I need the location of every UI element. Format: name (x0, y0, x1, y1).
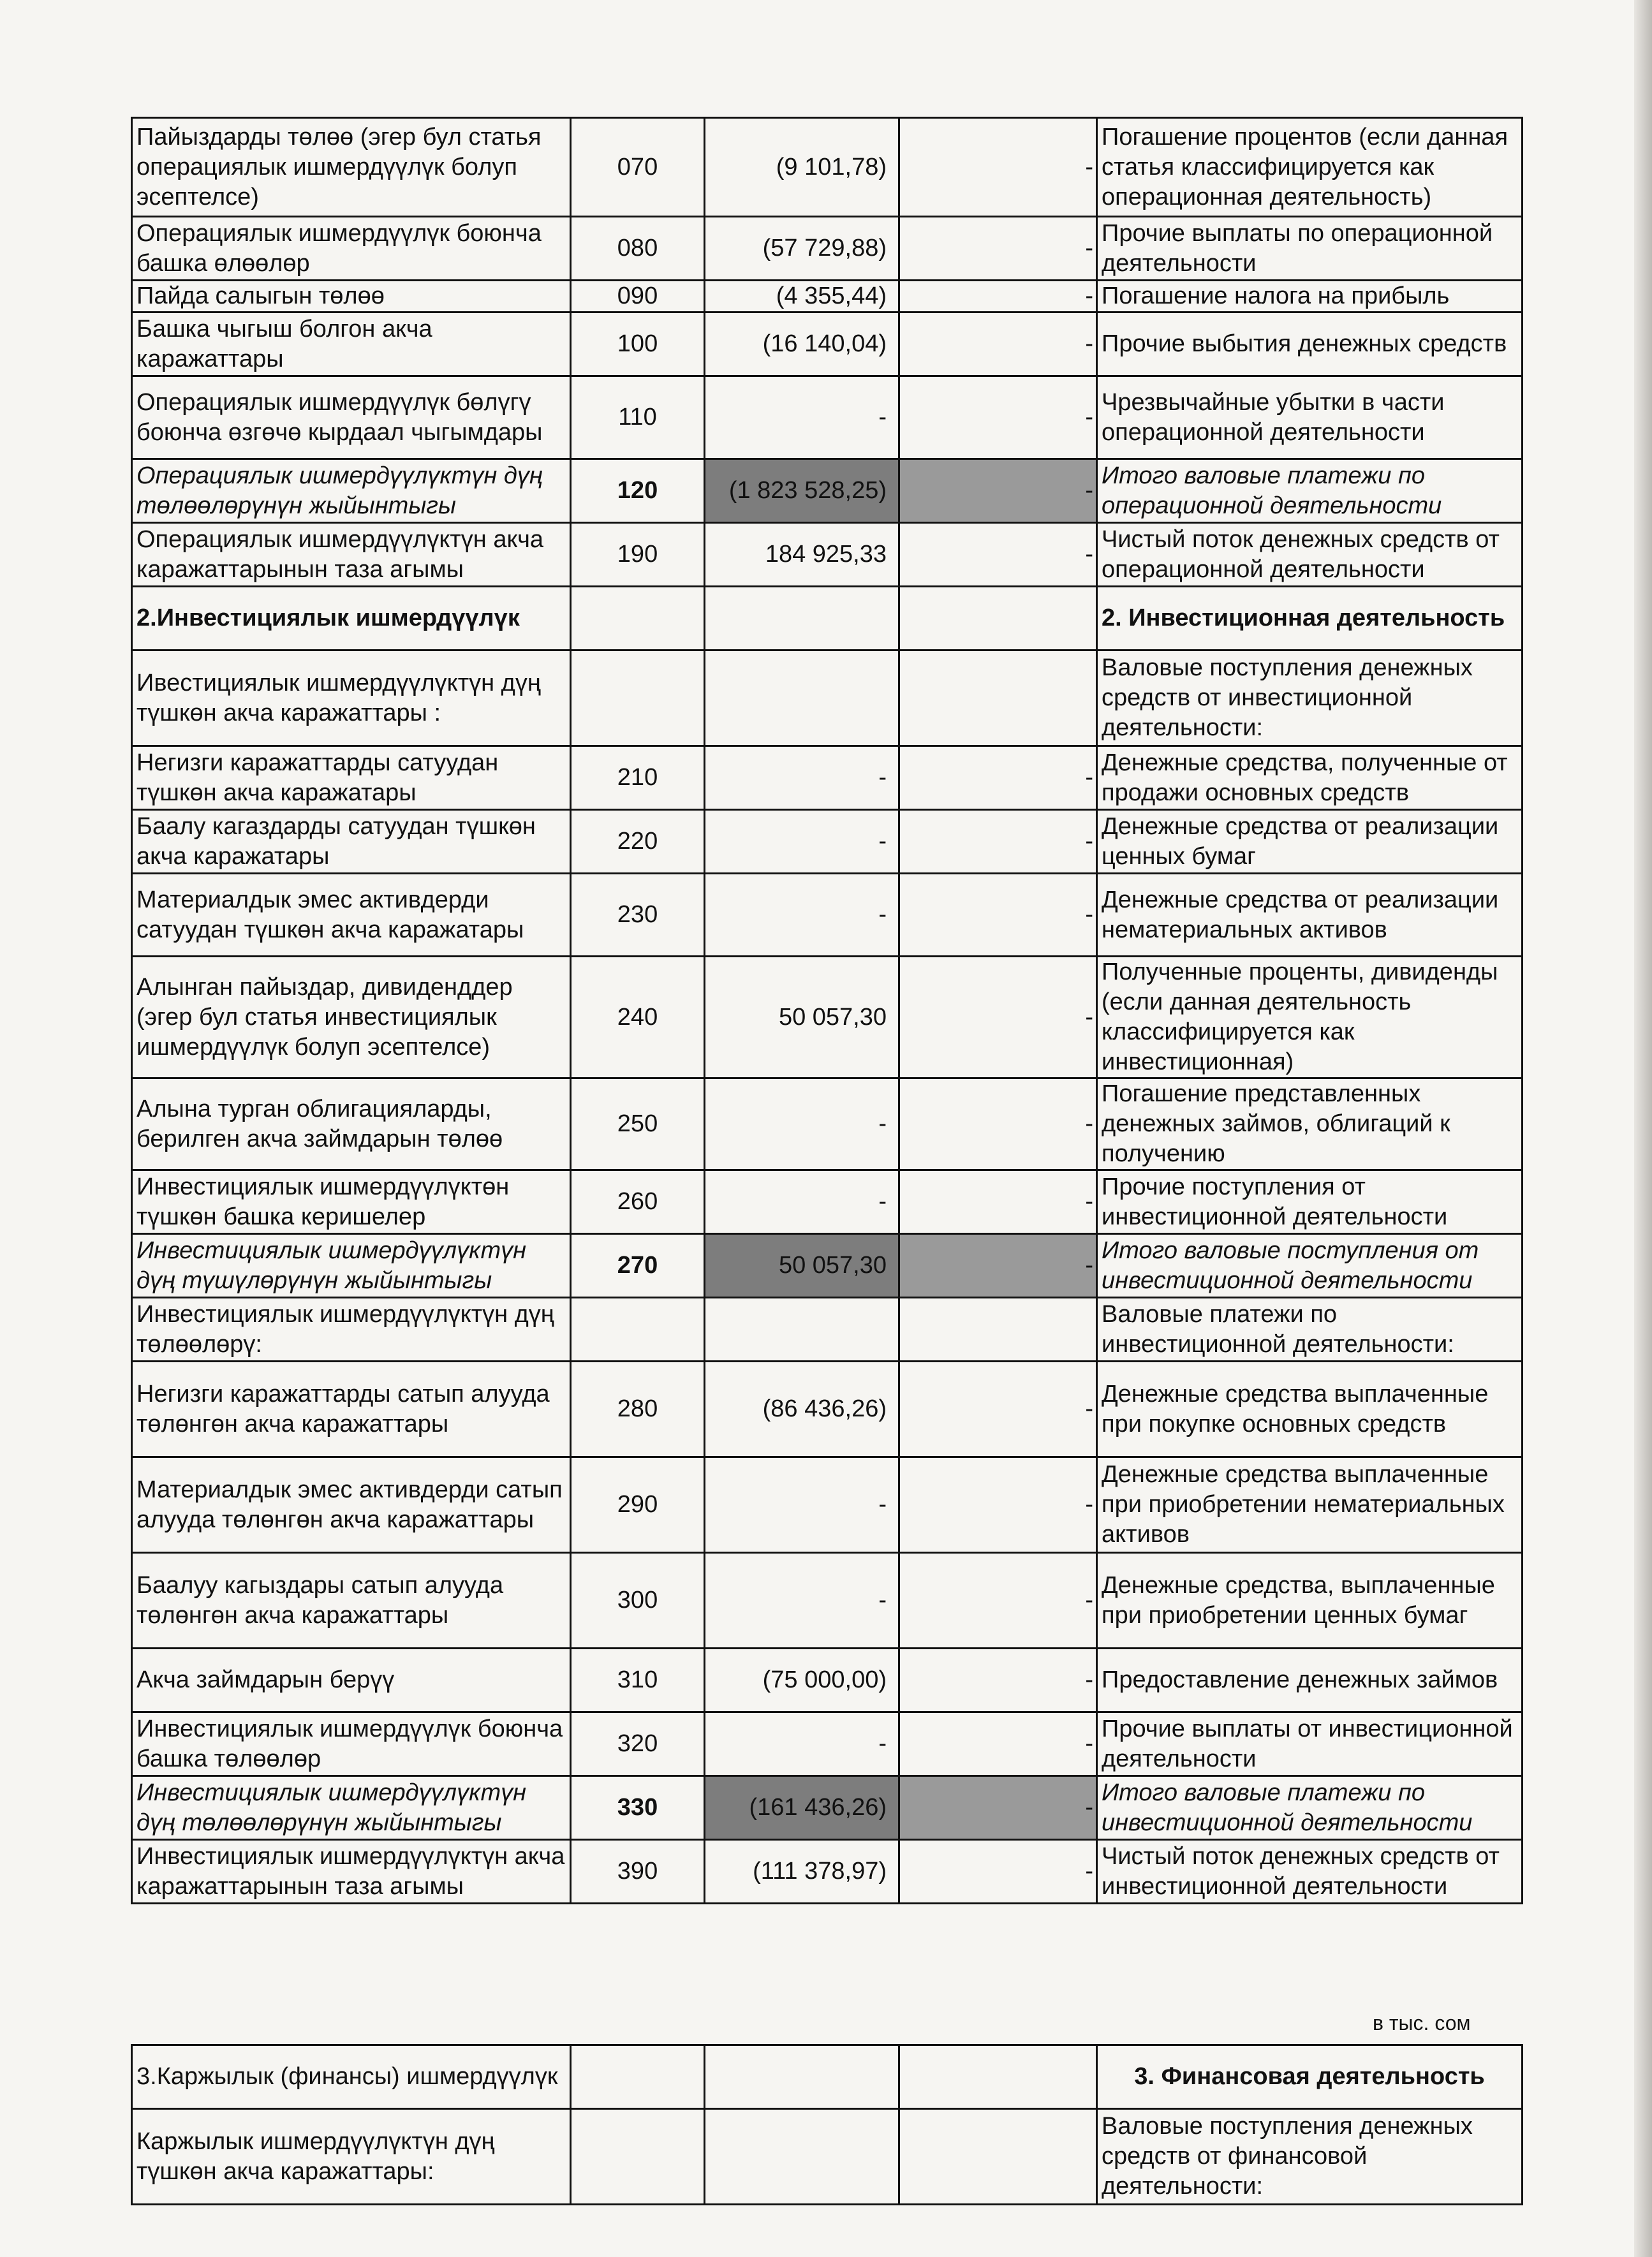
row-code: 070 (571, 118, 705, 217)
row-label-kg: Операциялык ишмердүүлүк боюнча башка өлөөлөр (132, 217, 571, 281)
row-prev-amount: - (899, 118, 1097, 217)
cash-flow-table (131, 117, 1523, 1904)
row-amount: (1 823 528,25) (705, 459, 899, 523)
row-prev-amount: - (899, 1553, 1097, 1649)
table-row (132, 312, 1523, 376)
row-label-kg: Операциялык ишмердүүлүк бөлүгү боюнча өзгөчө кырдаал чыгымдары (132, 376, 571, 459)
row-amount: (57 729,88) (705, 217, 899, 281)
row-prev-amount: - (899, 874, 1097, 957)
row-amount: (161 436,26) (705, 1776, 899, 1840)
row-amount: (16 140,04) (705, 312, 899, 376)
row-label-kg: 2.Инвестициялык ишмердүүлүк (132, 587, 571, 651)
row-code: 290 (571, 1457, 705, 1553)
row-prev-amount: - (899, 1840, 1097, 1904)
row-label-kg: Каржылык ишмердүүлүктүн дүң түшкөн акча каражаттары: (132, 2109, 571, 2205)
row-code: 100 (571, 312, 705, 376)
row-amount: 184 925,33 (705, 523, 899, 587)
row-label-ru: Валовые поступления денежных средств от инвестиционной деятельности: (1097, 651, 1523, 746)
table-row (132, 523, 1523, 587)
row-amount: - (705, 1553, 899, 1649)
row-label-ru: Денежные средства выплаченные при покупке основных средств (1097, 1362, 1523, 1457)
row-prev-amount: - (899, 1078, 1097, 1170)
row-amount: (9 101,78) (705, 118, 899, 217)
row-label-ru: Итого валовые платежи по операционной деятельности (1097, 459, 1523, 523)
table-row (132, 1298, 1523, 1362)
row-prev-amount: - (899, 1170, 1097, 1234)
row-label-kg: Инвестициялык ишмердүүлүк боюнча башка төлөөлөр (132, 1712, 571, 1776)
table-row (132, 217, 1523, 281)
row-code: 110 (571, 376, 705, 459)
table-row (132, 1362, 1523, 1457)
table-row (132, 1712, 1523, 1776)
row-label-kg: Инвестициялык ишмердүүлүктүн дүң төлөөлөрү: (132, 1298, 571, 1362)
row-label-kg: Материалдык эмес активдерди сатуудан түшкөн акча каражатары (132, 874, 571, 957)
row-prev-amount: - (899, 1649, 1097, 1712)
row-label-ru: Предоставление денежных займов (1097, 1649, 1523, 1712)
page-edge (1634, 0, 1652, 2257)
table-row (132, 587, 1523, 651)
table-row (132, 1649, 1523, 1712)
row-code: 220 (571, 810, 705, 874)
row-label-ru: Денежные средства, выплаченные при приобретении ценных бумаг (1097, 1553, 1523, 1649)
row-label-ru: Денежные средства выплаченные при приобретении нематериальных активов (1097, 1457, 1523, 1553)
row-prev-amount: - (899, 217, 1097, 281)
table-row (132, 957, 1523, 1078)
row-code: 310 (571, 1649, 705, 1712)
row-prev-amount (899, 1298, 1097, 1362)
row-prev-amount: - (899, 312, 1097, 376)
row-label-kg: Пайда салыгын төлөө (132, 281, 571, 312)
table-row (132, 1553, 1523, 1649)
table-row (132, 810, 1523, 874)
table-row (132, 1170, 1523, 1234)
row-code: 190 (571, 523, 705, 587)
row-prev-amount (899, 651, 1097, 746)
row-code: 210 (571, 746, 705, 810)
row-label-ru: Погашение представленных денежных займов, облигаций к получению (1097, 1078, 1523, 1170)
row-amount: 50 057,30 (705, 957, 899, 1078)
row-label-kg: Башка чыгыш болгон акча каражаттары (132, 312, 571, 376)
row-code: 240 (571, 957, 705, 1078)
row-amount: (4 355,44) (705, 281, 899, 312)
row-label-kg: Операциялык ишмердүүлүктүн дүң төлөөлөрүнүн жыйынтыгы (132, 459, 571, 523)
row-label-kg: Алынган пайыздар, дивиденддер (эгер бул статья инвестициялык ишмердүүлүк болуп эсептелсе) (132, 957, 571, 1078)
row-amount: - (705, 810, 899, 874)
table-row (132, 874, 1523, 957)
row-label-ru: Денежные средства от реализации нематериальных активов (1097, 874, 1523, 957)
row-label-ru: Прочие поступления от инвестиционной деятельности (1097, 1170, 1523, 1234)
row-amount: - (705, 874, 899, 957)
row-amount: - (705, 1712, 899, 1776)
row-prev-amount (899, 2045, 1097, 2109)
row-prev-amount: - (899, 1234, 1097, 1298)
financing-section-table (131, 2044, 1523, 2205)
row-amount: (86 436,26) (705, 1362, 899, 1457)
row-code: 300 (571, 1553, 705, 1649)
row-amount (705, 2045, 899, 2109)
row-amount: (111 378,97) (705, 1840, 899, 1904)
table-row (132, 746, 1523, 810)
row-label-kg: Негизги каражаттарды сатып алууда төлөнгөн акча каражаттары (132, 1362, 571, 1457)
row-prev-amount: - (899, 523, 1097, 587)
row-amount: - (705, 1078, 899, 1170)
row-label-kg: Пайыздарды төлөө (эгер бул статья операциялык ишмердүүлүк болуп эсептелсе) (132, 118, 571, 217)
row-label-kg: Алына турган облигацияларды, берилген акча займдарын төлөө (132, 1078, 571, 1170)
table-row (132, 1078, 1523, 1170)
row-label-ru: Чистый поток денежных средств от инвестиционной деятельности (1097, 1840, 1523, 1904)
row-amount (705, 651, 899, 746)
table-row (132, 376, 1523, 459)
row-label-kg: Инвестициялык ишмердүүлүктүн акча каражаттарынын таза агымы (132, 1840, 571, 1904)
row-code: 090 (571, 281, 705, 312)
row-code (571, 2045, 705, 2109)
row-prev-amount (899, 587, 1097, 651)
table-row (132, 1457, 1523, 1553)
row-label-kg: Инвестициялык ишмердүүлүктүн дүң төлөөлөрүнүн жыйынтыгы (132, 1776, 571, 1840)
row-amount: 50 057,30 (705, 1234, 899, 1298)
row-code: 280 (571, 1362, 705, 1457)
row-code (571, 1298, 705, 1362)
row-prev-amount: - (899, 1776, 1097, 1840)
row-label-ru: Прочие выбытия денежных средств (1097, 312, 1523, 376)
row-label-ru: Итого валовые поступления от инвестиционной деятельности (1097, 1234, 1523, 1298)
row-label-ru: 3. Финансовая деятельность (1097, 2045, 1523, 2109)
row-prev-amount: - (899, 459, 1097, 523)
row-prev-amount: - (899, 746, 1097, 810)
row-label-kg: Баалу кагаздарды сатуудан түшкөн акча каражатары (132, 810, 571, 874)
row-label-kg: Инвестициялык ишмердүүлүктөн түшкөн башка керишелер (132, 1170, 571, 1234)
row-label-ru: Денежные средства, полученные от продажи основных средств (1097, 746, 1523, 810)
row-amount: - (705, 746, 899, 810)
row-label-kg: Баалуу кагыздары сатып алууда төлөнгөн акча каражаттары (132, 1553, 571, 1649)
table-row (132, 1840, 1523, 1904)
table-row (132, 281, 1523, 312)
row-prev-amount: - (899, 281, 1097, 312)
row-code: 330 (571, 1776, 705, 1840)
row-amount: - (705, 1170, 899, 1234)
row-prev-amount: - (899, 1712, 1097, 1776)
row-label-kg: Акча займдарын берүү (132, 1649, 571, 1712)
row-label-ru: Прочие выплаты от инвестиционной деятельности (1097, 1712, 1523, 1776)
section3-row (132, 2045, 1523, 2109)
row-label-ru: Полученные проценты, дивиденды (если данная деятельность классифицируется как инвестиционная) (1097, 957, 1523, 1078)
row-label-ru: Итого валовые платежи по инвестиционной деятельности (1097, 1776, 1523, 1840)
row-prev-amount: - (899, 810, 1097, 874)
row-label-ru: Прочие выплаты по операционной деятельности (1097, 217, 1523, 281)
row-label-ru: Погашение налога на прибыль (1097, 281, 1523, 312)
row-prev-amount: - (899, 1362, 1097, 1457)
row-code: 390 (571, 1840, 705, 1904)
row-label-ru: Чистый поток денежных средств от операционной деятельности (1097, 523, 1523, 587)
row-code: 270 (571, 1234, 705, 1298)
row-prev-amount: - (899, 376, 1097, 459)
row-amount (705, 2109, 899, 2205)
table-row (132, 459, 1523, 523)
row-code: 080 (571, 217, 705, 281)
row-code (571, 2109, 705, 2205)
table-row (132, 651, 1523, 746)
section3-row (132, 2109, 1523, 2205)
row-amount (705, 1298, 899, 1362)
row-amount: - (705, 376, 899, 459)
row-code: 120 (571, 459, 705, 523)
row-prev-amount: - (899, 1457, 1097, 1553)
row-label-kg: 3.Каржылык (финансы) ишмердүүлүк (132, 2045, 571, 2109)
row-amount: - (705, 1457, 899, 1553)
row-code: 260 (571, 1170, 705, 1234)
row-label-ru: Денежные средства от реализации ценных бумаг (1097, 810, 1523, 874)
row-label-kg: Материалдык эмес активдерди сатып алууда төлөнгөн акча каражаттары (132, 1457, 571, 1553)
row-amount: (75 000,00) (705, 1649, 899, 1712)
row-label-ru: Погашение процентов (если данная статья классифицируется как операционная деятельность) (1097, 118, 1523, 217)
table-row (132, 1234, 1523, 1298)
row-prev-amount (899, 2109, 1097, 2205)
row-label-ru: Чрезвычайные убытки в части операционной деятельности (1097, 376, 1523, 459)
row-prev-amount: - (899, 957, 1097, 1078)
table-row (132, 1776, 1523, 1840)
unit-note: в тыс. сом (1373, 2011, 1471, 2034)
row-amount (705, 587, 899, 651)
row-label-kg: Операциялык ишмердүүлүктүн акча каражаттарынын таза агымы (132, 523, 571, 587)
row-label-kg: Негизги каражаттарды сатуудан түшкөн акча каражатары (132, 746, 571, 810)
row-label-ru: Валовые платежи по инвестиционной деятельности: (1097, 1298, 1523, 1362)
row-label-ru: 2. Инвестиционная деятельность (1097, 587, 1523, 651)
row-code: 230 (571, 874, 705, 957)
row-code: 320 (571, 1712, 705, 1776)
row-code (571, 587, 705, 651)
table-row (132, 118, 1523, 217)
row-code (571, 651, 705, 746)
row-label-kg: Ивестициялык ишмердүүлүктүн дүң түшкөн акча каражаттары : (132, 651, 571, 746)
row-label-kg: Инвестициялык ишмердүүлүктүн дүң түшүлөрүнүн жыйынтыгы (132, 1234, 571, 1298)
row-label-ru: Валовые поступления денежных средств от финансовой деятельности: (1097, 2109, 1523, 2205)
row-code: 250 (571, 1078, 705, 1170)
